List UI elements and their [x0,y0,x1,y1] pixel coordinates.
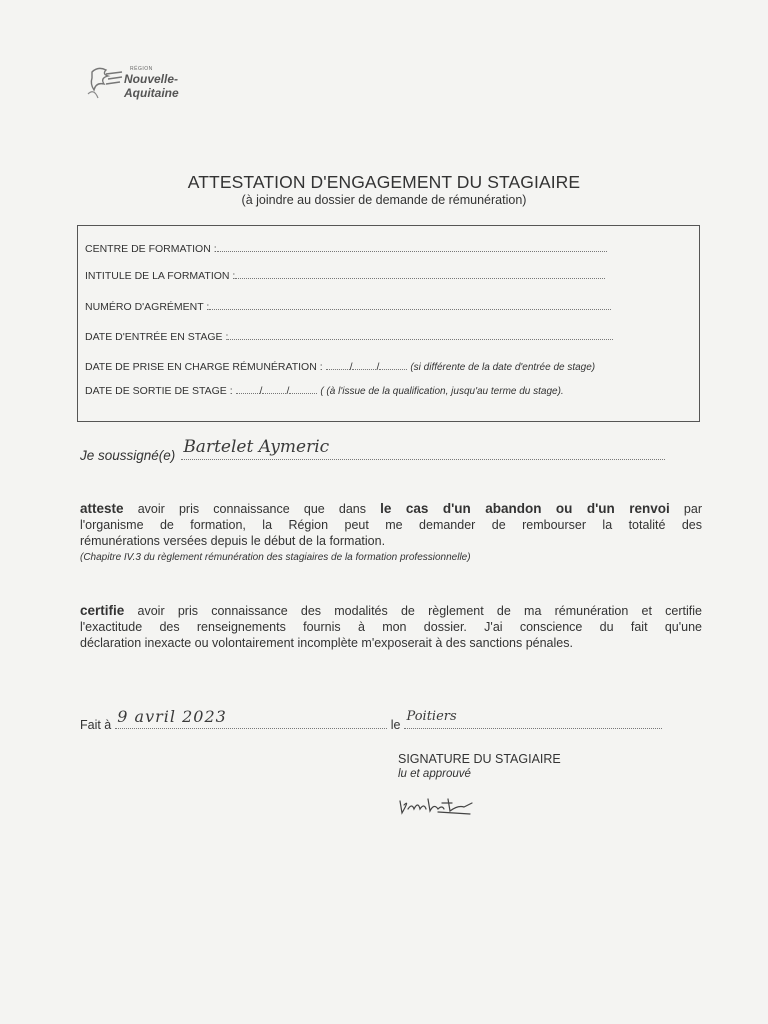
date-separator: / [286,385,290,397]
certifie-keyword: certifie [80,603,125,618]
agrement-input-line[interactable] [209,300,611,310]
certifie-paragraph [80,603,702,652]
prise-month-input[interactable] [352,360,376,370]
atteste-line-3: rémunérations versées depuis le début de la formation. [80,534,386,549]
certifie-line-3: déclaration inexacte ou volontairement incomplète m'exposerait à des sanctions pénales. [80,636,573,651]
signature-subtitle: lu et approuvé [398,768,471,780]
document-subtitle: (à joindre au dossier de demande de rémunération) [241,193,527,207]
centre-field [85,242,607,255]
logo-region-label: RÉGION [130,66,153,72]
fait-label: Fait à [80,718,112,732]
prise-day-input[interactable] [326,360,350,370]
sortie-day-input[interactable] [236,384,260,394]
prise-en-charge-note: (si différente de la date d'entrée de stage) [410,362,596,373]
handwritten-signature [398,795,478,819]
intitule-input-line[interactable] [235,269,605,279]
date-separator: / [349,361,353,373]
atteste-line-2: l'organisme de formation, la Région peut me demander de rembourser la totalité des [80,518,702,533]
atteste-paragraph [80,501,702,550]
prise-en-charge-field [85,360,595,373]
region-logo [84,64,214,114]
centre-label: CENTRE DE FORMATION : [85,243,217,255]
sortie-month-input[interactable] [262,384,286,394]
fait-date-input[interactable] [115,707,387,729]
atteste-bold-text: le cas d'un abandon ou d'un renvoi [380,501,670,516]
atteste-text-1: avoir pris connaissance que dans [137,502,366,516]
soussigne-input[interactable] [181,437,665,460]
soussigne-line [80,437,665,463]
centre-input-line[interactable] [217,242,607,252]
intitule-field [85,269,605,282]
region-logo-icon [84,64,124,110]
sortie-year-input[interactable] [289,384,317,394]
date-separator: / [376,361,380,373]
atteste-keyword: atteste [80,501,124,516]
prise-en-charge-label: DATE DE PRISE EN CHARGE RÉMUNÉRATION : [85,361,323,373]
agrement-label: NUMÉRO D'AGRÉMENT : [85,301,210,313]
logo-line-2: Aquitaine [124,86,179,100]
document-title: ATTESTATION D'ENGAGEMENT DU STAGIAIRE [187,172,581,192]
sortie-label: DATE DE SORTIE DE STAGE : [85,385,233,397]
prise-year-input[interactable] [379,360,407,370]
entree-field [85,330,613,343]
intitule-label: INTITULE DE LA FORMATION : [85,270,236,282]
agrement-field [85,300,611,313]
atteste-text-2: par [683,502,702,516]
certifie-line-2: l'exactitude des renseignements fournis à mon dossier. J'ai conscience du fait qu'une [80,620,702,635]
soussigne-label: Je soussigné(e) [80,448,176,463]
certifie-line-1: avoir pris connaissance des modalités de règlement de ma rémunération et certifie [137,604,702,618]
logo-line-1: Nouvelle- [124,72,179,86]
entree-label: DATE D'ENTRÉE EN STAGE : [85,331,229,343]
sortie-note: ( (à l'issue de la qualification, jusqu'au terme du stage). [320,386,564,397]
fait-place-input[interactable] [404,709,662,729]
fait-line [80,707,662,732]
soussigne-handwritten-name: Bartelet Aymeric [183,437,330,457]
fait-handwritten-place: Poitiers [406,709,457,724]
entree-input-line[interactable] [228,330,613,340]
signature-title: SIGNATURE DU STAGIAIRE [398,752,561,766]
sortie-field [85,384,564,397]
atteste-reference: (Chapitre IV.3 du règlement rémunération des stagiaires de la formation professionnelle) [80,552,471,563]
le-label: le [390,718,401,732]
fait-handwritten-date: 9 avril 2023 [117,707,227,726]
training-info-box [77,225,700,422]
date-separator: / [259,385,263,397]
